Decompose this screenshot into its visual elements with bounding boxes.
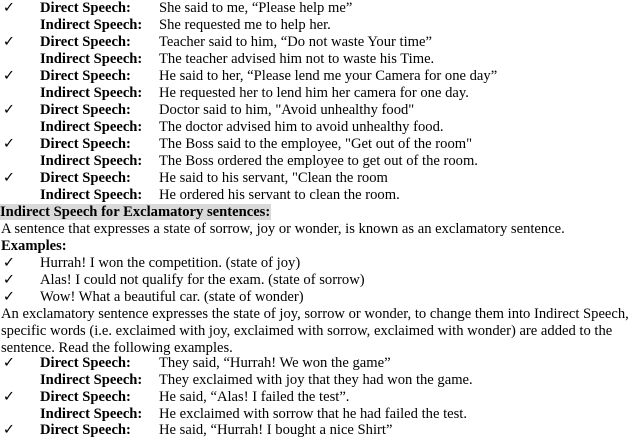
direct-speech-label: Direct Speech: <box>40 0 131 16</box>
indirect-speech-text: She requested me to help her. <box>159 17 331 33</box>
indirect-speech-label: Indirect Speech: <box>40 187 143 203</box>
indirect-speech-label: Indirect Speech: <box>40 406 143 422</box>
section-heading <box>0 204 271 221</box>
section-heading-text: Indirect Speech for Exclamatory sentences: <box>0 204 271 220</box>
indirect-speech-text: They exclaimed with joy that they had won the game. <box>159 372 473 388</box>
indirect-speech-text: He requested her to lend him her camera for one day. <box>159 85 469 101</box>
direct-speech-text: Doctor said to him, "Avoid unhealthy food" <box>159 102 415 118</box>
direct-speech-text: He said, “Hurrah! I bought a nice Shirt” <box>159 422 393 438</box>
direct-speech-label: Direct Speech: <box>40 422 131 438</box>
example-text: Wow! What a beautiful car. (state of wonder) <box>40 289 304 305</box>
indirect-speech-text: He exclaimed with sorrow that he had failed the test. <box>159 406 467 422</box>
check-mark-icon: ✓ <box>2 389 16 405</box>
direct-speech-label: Direct Speech: <box>40 102 131 118</box>
check-mark-icon: ✓ <box>2 289 16 305</box>
indirect-speech-text: He ordered his servant to clean the room. <box>159 187 400 203</box>
check-mark-icon: ✓ <box>2 68 16 84</box>
check-mark-icon: ✓ <box>2 355 16 371</box>
indirect-speech-text: The doctor advised him to avoid unhealthy food. <box>159 119 444 135</box>
paragraph-line: specific words (i.e. exclaimed with joy, exclaimed with sorrow, exclaimed with wonder) are added to the <box>1 323 613 339</box>
check-mark-icon: ✓ <box>2 170 16 186</box>
direct-speech-text: They said, “Hurrah! We won the game” <box>159 355 391 371</box>
paragraph-line: An exclamatory sentence expresses the state of joy, sorrow or wonder, to change them into Indirect Speech, <box>1 306 629 322</box>
indirect-speech-label: Indirect Speech: <box>40 372 143 388</box>
indirect-speech-label: Indirect Speech: <box>40 17 143 33</box>
direct-speech-label: Direct Speech: <box>40 68 131 84</box>
check-mark-icon: ✓ <box>2 0 16 16</box>
check-mark-icon: ✓ <box>2 255 16 271</box>
indirect-speech-text: The Boss ordered the employee to get out of the room. <box>159 153 478 169</box>
check-mark-icon: ✓ <box>2 422 16 438</box>
direct-speech-text: She said to me, “Please help me” <box>159 0 353 16</box>
direct-speech-label: Direct Speech: <box>40 389 131 405</box>
paragraph-line: sentence. Read the following examples. <box>1 340 233 356</box>
examples-heading: Examples: <box>1 238 67 254</box>
direct-speech-text: He said to his servant, "Clean the room <box>159 170 388 186</box>
direct-speech-label: Direct Speech: <box>40 170 131 186</box>
example-text: Alas! I could not qualify for the exam. (state of sorrow) <box>40 272 365 288</box>
indirect-speech-label: Indirect Speech: <box>40 119 143 135</box>
definition-text: A sentence that expresses a state of sorrow, joy or wonder, is known as an exclamatory sentence. <box>1 221 565 237</box>
indirect-speech-label: Indirect Speech: <box>40 51 143 67</box>
direct-speech-text: He said to her, “Please lend me your Camera for one day” <box>159 68 498 84</box>
example-text: Hurrah! I won the competition. (state of joy) <box>40 255 301 271</box>
indirect-speech-label: Indirect Speech: <box>40 153 143 169</box>
check-mark-icon: ✓ <box>2 136 16 152</box>
check-mark-icon: ✓ <box>2 102 16 118</box>
check-mark-icon: ✓ <box>2 272 16 288</box>
indirect-speech-text: The teacher advised him not to waste his Time. <box>159 51 435 67</box>
direct-speech-label: Direct Speech: <box>40 34 131 50</box>
direct-speech-text: He said, “Alas! I failed the test”. <box>159 389 350 405</box>
direct-speech-label: Direct Speech: <box>40 136 131 152</box>
indirect-speech-label: Indirect Speech: <box>40 85 143 101</box>
direct-speech-text: Teacher said to him, “Do not waste Your time” <box>159 34 432 50</box>
direct-speech-text: The Boss said to the employee, "Get out of the room" <box>159 136 473 152</box>
direct-speech-label: Direct Speech: <box>40 355 131 371</box>
check-mark-icon: ✓ <box>2 34 16 50</box>
